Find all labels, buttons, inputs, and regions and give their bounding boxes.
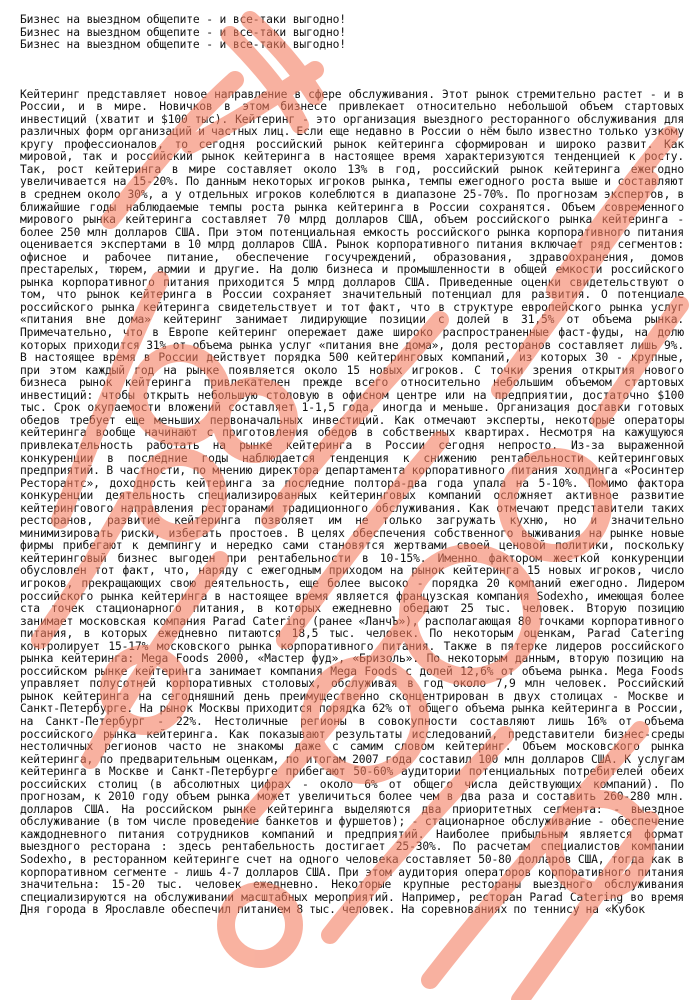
document-text: [20, 14, 684, 917]
document-title-line: Бизнес на выездном общепите - и все-таки выгодно!: [20, 13, 346, 26]
document-title-line: Бизнес на выездном общепите - и все-таки выгодно!: [20, 38, 346, 52]
document-title-line: Бизнес на выездном общепите - и все-таки выгодно!: [20, 25, 346, 39]
title-block: [20, 14, 684, 52]
document-body: Кейтеринг представляет новое направление в сфере обслуживания. Этот рынок стремительно растет - и в России, и в мире. Новичков в этом бизнесе привлекает относительно небольшой объем стартовых инвестиций (хватит и $100 тыс). Кейтеринг - это организация выездного ресторанного обслуживания для различных форм организаций и частных лиц. Если еще недавно в России о нём было известно только узкому кругу профессионалов, то сегодня российский рынок кейтеринга сформирован и широко развит. Как мировой, так и российский рынок кейтеринга в настоящее время характеризуются тенденцией к росту. Так, рост кейтеринга в мире составляет около 13% в год, российский рынок кейтеринга ежегодно увеличивается на 15-20%. По данным некоторых игроков рынка, темпы ежегодного роста выше и составляют в среднем около 30%, а у отдельных игроков колеблются в диапазоне 25-70%. По прогнозам экспертов, в ближайшие годы наблюдаемые темпы роста рынка кейтеринга в России сохранятся. Объем современного мирового рынка кейтеринга составляет 70 млрд долларов США, объем российского рынка кейтеринга - более 250 млн долларов США. При этом потенциальная емкость российского рынка корпоративного питания оценивается экспертами в 10 млрд долларов США. Рынок корпоративного питания включает ряд сегментов: офисное и рабочее питание, обеспечение госучреждений, образования, здравоохранения, домов престарелых, тюрем, армии и другие. На долю бизнеса и промышленности в общей емкости российского рынка корпоративного питания приходится 5 млрд долларов США. Приведенные оценки свидетельствуют о том, что рынок кейтеринга в России сохраняет значительный потенциал для развития. О потенциале российского рынка кейтеринга свидетельствует и тот факт, что в структуре европейского рынка услуг «питания вне дома» кейтеринг занимает лидирующие позиции с долей в 31,5% от объема рынка. Примечательно, что в Европе кейтеринг опережает даже широко распространенные фаст-фуды, на долю которых приходится 31% от объема рынка услуг «питания вне дома», доля ресторанов составляет лишь 9%. В настоящее время в России действует порядка 500 кейтеринговых компаний, из которых 30 - крупные, при этом каждый год на рынке появляется около 15 новых игроков. С точки зрения открытия нового бизнеса рынок кейтеринга привлекателен прежде всего относительно небольшим объемом стартовых инвестиций: чтобы открыть небольшую столовую в офисном центре или на предприятии, достаточно $100 тыс. Срок окупаемости вложений составляет 1-1,5 года, иногда и меньше. Организация доставки готовых обедов требует еще меньших первоначальных инвестиций. Как отмечают эксперты, некоторые операторы кейтеринга вообще начинают с приготовления обедов в собственных квартирах. Несмотря на кажущуюся привлекательность работать на рынке кейтеринга в России сегодня непросто. Из-за выраженной конкуренции в последние годы наблюдается тенденция к снижению рентабельности кейтеринговых предприятий. В частности, по мнению директора департамента корпоративного питания холдинга «Росинтер Ресторантс», доходность кейтеринга за последние полтора-два года упала на 5-10%. Помимо фактора конкуренции деятельность специализированных кейтеринговых компаний осложняет активное развитие кейтерингового направления ресторанами традиционного обслуживания. Как отмечают представители таких ресторанов, развитие кейтеринга позволяет им не только загружать кухню, но и значительно минимизировать риски, избегать простоев. В целях обеспечения собственного выживания на рынке новые фирмы прибегают к демпингу и нередко сами становятся жертвами своей ценовой политики, поскольку кейтеринговый бизнес выгоден при рентабельности в 10-15%. Именно фактором жесткой конкуренции обусловлен тот факт, что, наряду с ежегодным приходом на рынок кейтеринга 15 новых игроков, число игроков, прекращающих свою деятельность, еще более высоко - порядка 20 компаний ежегодно. Лидером российского рынка кейтеринга в настоящее время является французская компания Sodexho, имеющая более ста точек стационарного питания, в которых ежедневно обедают 25 тыс. человек. Вторую позицию занимает московская компания Parad Catering (ранее «ЛанчЪ»), располагающая 80 точками корпоративного питания, в которых ежедневно питаются 18,5 тыс. человек. По некоторым оценкам, Parad Catering контролирует 15-17% московского рынка корпоративного питания. Также в пятерке лидеров российского рынка кейтеринга: Mega Foods 2000, «Мастер фуд», «Бризоль». По некоторым данным, вторую позицию на российском рынке кейтеринга занимает компания Mega Foods с долей 12,6% от объема рынка. Mega Foods управляет полусотней корпоративных столовых, обслуживая в год около 7,9 млн человек. Российский рынок кейтеринга на сегодняшний день преимущественно сконцентрирован в двух столицах - Москве и Санкт-Петербурге. На рынок Москвы приходится порядка 62% от общего объема рынка кейтеринга в России, на Санкт-Петербург - 22%. Нестоличные регионы в совокупности составляют лишь 16% от объема российского рынка кейтеринга. Как показывают результаты исследований, представители бизнес-среды нестоличных регионов часто не знакомы даже с самим словом кейтеринг. Объем московского рынка кейтеринга, по предварительным оценкам, по итогам 2007 года составил 100 млн долларов США. К услугам кейтеринга в Москве и Санкт-Петербурге прибегают 50-60% аудитории потенциальных потребителей обеих российских столиц (в абсолютных цифрах - около 6% от общего числа действующих компаний). По прогнозам, к 2010 году объем рынка может увеличиться более чем в два раза и составить 260-280 млн. долларов США. На российском рынке кейтеринга выделяются два приоритетных сегмента: - выездное обслуживание (в том числе проведение банкетов и фуршетов); - стационарное обслуживание - обеспечение каждодневного питания сотрудников компаний и предприятий. Наиболее прибыльным является формат выездного ресторана : здесь рентабельность достигает 25-30%. По расчетам специалистов компании Sodexho, в ресторанном кейтеринге счет на одного человека составляет 50-80 долларов США, тогда как в корпоративном сегменте - лишь 4-7 долларов США. При этом аудитория операторов корпоративного питания значительна: 15-20 тыс. человек ежедневно. Некоторые крупные рестораны выездного обслуживания специализируются на обслуживании масштабных мероприятий. Например, ресторан Parad Catering во время Дня города в Ярославле обеспечил питанием 8 тыс. человек. На соревнованиях по теннису на «Кубок: [20, 87, 684, 917]
